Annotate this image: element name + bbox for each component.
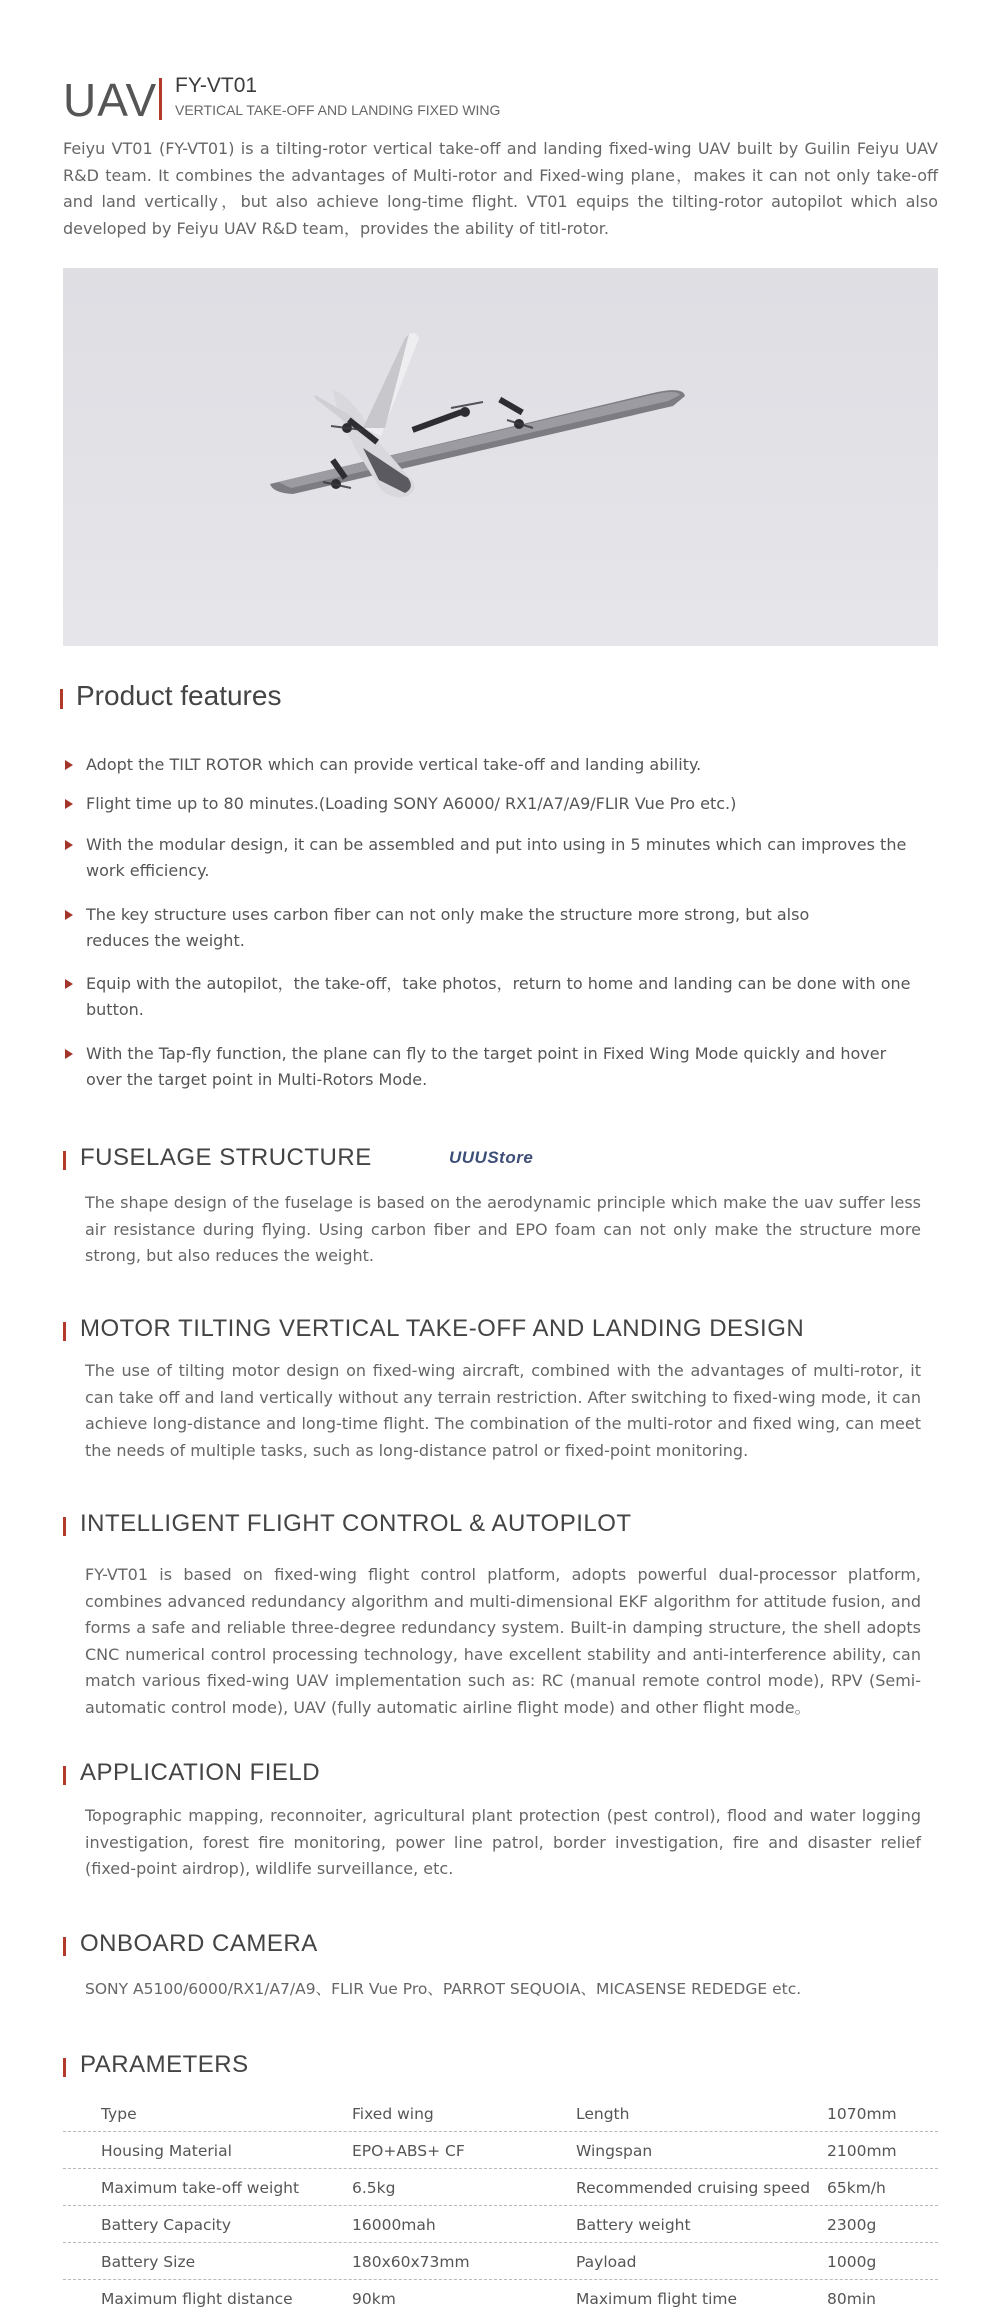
param-label: Maximum flight time [576,2290,738,2308]
table-row [63,2280,938,2317]
bullet-triangle-icon [65,910,73,920]
param-label: Length [576,2105,630,2123]
table-row [63,2206,938,2243]
feature-item [65,1041,925,1093]
param-value: Fixed wing [352,2105,434,2123]
feature-item [65,971,925,1023]
table-row [63,2095,938,2132]
param-value: EPO+ABS+ CF [352,2142,465,2160]
bullet-triangle-icon [65,760,73,770]
heading-accent-bar [60,689,63,709]
heading-text: PARAMETERS [80,2051,249,2078]
product-photo [63,268,938,646]
uav-label: UAV [63,74,158,126]
param-label: Housing Material [101,2142,232,2160]
feature-item [65,902,905,954]
param-value: 90km [352,2290,396,2308]
application-body: Topographic mapping, reconnoiter, agricultural plant protection (pest control), flood and water logging investigation, forest fire monitoring, power line patrol, border investigation, fire and disaster relief (fixed-point airdrop), wildlife surveillance, etc. [85,1806,921,1878]
param-label: Battery Capacity [101,2216,232,2234]
param-label: Payload [576,2253,637,2271]
table-row [63,2132,938,2169]
param-value: 2300g [827,2216,877,2234]
param-value: 180x60x73mm [352,2253,470,2271]
param-value: 16000mah [352,2216,436,2234]
store-watermark: UUUStore [449,1148,534,1167]
param-value: 1000g [827,2253,877,2271]
bullet-triangle-icon [65,840,73,850]
heading-text: FUSELAGE STRUCTURE [80,1144,372,1171]
bullet-triangle-icon [65,1049,73,1059]
heading-text: INTELLIGENT FLIGHT CONTROL & AUTOPILOT [80,1510,632,1537]
feature-text: With the Tap-fly function, the plane can fly to the target point in Fixed Wing Mode quickly and hover over the target point in Multi-Rotors Mode. [86,1044,887,1089]
flight-control-body: FY-VT01 is based on fixed-wing flight control platform, adopts powerful dual-processor platform, combines advanced redundancy algorithm and multi-dimensional EKF algorithm for attitude fusion, and forms a safe and reliable three-degree redundancy system. Built-in damping structure, the shell adopts CNC numerical control processing technology, have excellent stability and anti-interference ability, can match various fixed-wing UAV implementation such as: RC (manual remote control mode), RPV (Semi-automatic control mode), UAV (fully automatic airline flight mode) and other flight mode。 [85,1565,921,1717]
heading-accent-bar [63,1517,66,1536]
table-row [63,2243,938,2280]
heading-accent-bar [63,1937,66,1956]
param-label: Maximum flight distance [101,2290,293,2308]
table-row [63,2169,938,2206]
intro-paragraph: Feiyu VT01 (FY-VT01) is a tilting-rotor vertical take-off and landing fixed-wing UAV built by Guilin Feiyu UAV R&D team. It combines the advantages of Multi-rotor and Fixed-wing plane，makes it can not only take-off and land vertically，but also achieve long-time flight. VT01 equips the tilting-rotor autopilot which also developed by Feiyu UAV R&D team，provides the ability of titl-rotor. [63,139,938,238]
model-name: FY-VT01 [175,74,258,97]
feature-text: Equip with the autopilot，the take-off，take photos，return to home and landing can be done with one button. [86,974,911,1019]
fuselage-body: The shape design of the fuselage is based on the aerodynamic principle which make the uav suffer less air resistance during flying. Using carbon fiber and EPO foam can not only make the structure more strong, but also reduces the weight. [85,1193,921,1265]
param-value: 1070mm [827,2105,897,2123]
param-value: 65km/h [827,2179,886,2197]
heading-accent-bar [63,1151,66,1170]
param-label: Battery weight [576,2216,691,2234]
bullet-triangle-icon [65,799,73,809]
heading-accent-bar [63,2058,66,2077]
heading-text: ONBOARD CAMERA [80,1930,318,1957]
param-label: Recommended cruising speed [576,2179,811,2197]
feature-text: Flight time up to 80 minutes.(Loading SONY A6000/ RX1/A7/A9/FLIR Vue Pro etc.) [86,794,737,813]
param-value: 2100mm [827,2142,897,2160]
param-label: Battery Size [101,2253,196,2271]
feature-text: With the modular design, it can be assembled and put into using in 5 minutes which can improves the work efficiency. [86,835,907,880]
bullet-triangle-icon [65,979,73,989]
heading-accent-bar [63,1322,66,1341]
param-label: Type [101,2105,137,2123]
feature-item [65,832,925,884]
heading-text: MOTOR TILTING VERTICAL TAKE-OFF AND LANDING DESIGN [80,1315,805,1342]
param-label: Wingspan [576,2142,653,2160]
feature-item [65,791,925,817]
param-value: 6.5kg [352,2179,396,2197]
uav-aircraft-image [63,268,938,646]
feature-item [65,752,925,778]
header-divider [159,78,162,120]
parameters-table [63,2095,938,2317]
model-subtitle: VERTICAL TAKE-OFF AND LANDING FIXED WING [175,102,501,118]
heading-text: Product features [76,680,282,711]
motor-tilting-body: The use of tilting motor design on fixed-wing aircraft, combined with the advantages of multi-rotor, it can take off and land vertically without any terrain restriction. After switching to fixed-wing mode, it can achieve long-distance and long-time flight. The combination of the multi-rotor and fixed wing, can meet the needs of multiple tasks, such as long-distance patrol or fixed-point monitoring. [85,1361,921,1460]
param-value: 80min [827,2290,876,2308]
param-label: Maximum take-off weight [101,2179,300,2197]
feature-text: Adopt the TILT ROTOR which can provide vertical take-off and landing ability. [86,755,702,774]
feature-text: The key structure uses carbon fiber can not only make the structure more strong, but also reduces the weight. [86,905,810,950]
heading-text: APPLICATION FIELD [80,1759,321,1786]
camera-body: SONY A5100/6000/RX1/A7/A9、FLIR Vue Pro、PARROT SEQUOIA、MICASENSE REDEDGE etc. [85,1980,802,1998]
heading-accent-bar [63,1766,66,1785]
